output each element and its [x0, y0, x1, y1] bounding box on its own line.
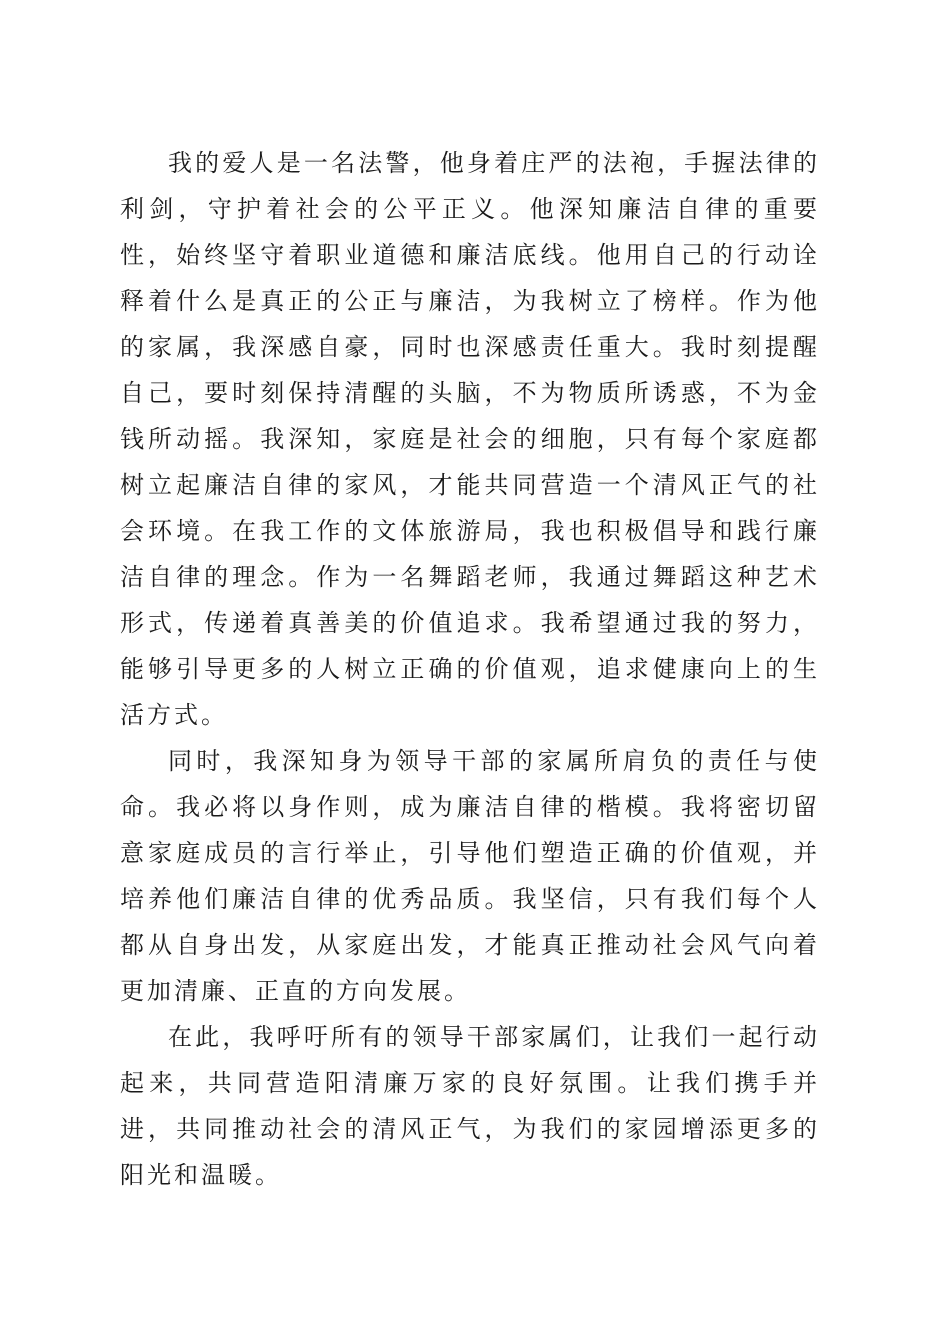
paragraph-3: 在此，我呼吁所有的领导干部家属们，让我们一起行动起来，共同营造阳清廉万家的良好氛围。让我们携手并进，共同推动社会的清风正气，为我们的家园增添更多的阳光和温暖。: [120, 1023, 820, 1189]
document-body: [120, 140, 820, 1198]
paragraph-2: 同时，我深知身为领导干部的家属所肩负的责任与使命。我必将以身作则，成为廉洁自律的楷模。我将密切留意家庭成员的言行举止，引导他们塑造正确的价值观，并培养他们廉洁自律的优秀品质。我坚信，只有我们每个人都从自身出发，从家庭出发，才能真正推动社会风气向着更加清廉、正直的方向发展。: [120, 747, 820, 1005]
paragraph-1: 我的爱人是一名法警，他身着庄严的法袍，手握法律的利剑，守护着社会的公平正义。他深知廉洁自律的重要性，始终坚守着职业道德和廉洁底线。他用自己的行动诠释着什么是真正的公正与廉洁，为我树立了榜样。作为他的家属，我深感自豪，同时也深感责任重大。我时刻提醒自己，要时刻保持清醒的头脑，不为物质所诱惑，不为金钱所动摇。我深知，家庭是社会的细胞，只有每个家庭都树立起廉洁自律的家风，才能共同营造一个清风正气的社会环境。在我工作的文体旅游局，我也积极倡导和践行廉洁自律的理念。作为一名舞蹈老师，我通过舞蹈这种艺术形式，传递着真善美的价值追求。我希望通过我的努力，能够引导更多的人树立正确的价值观，追求健康向上的生活方式。: [120, 149, 820, 729]
